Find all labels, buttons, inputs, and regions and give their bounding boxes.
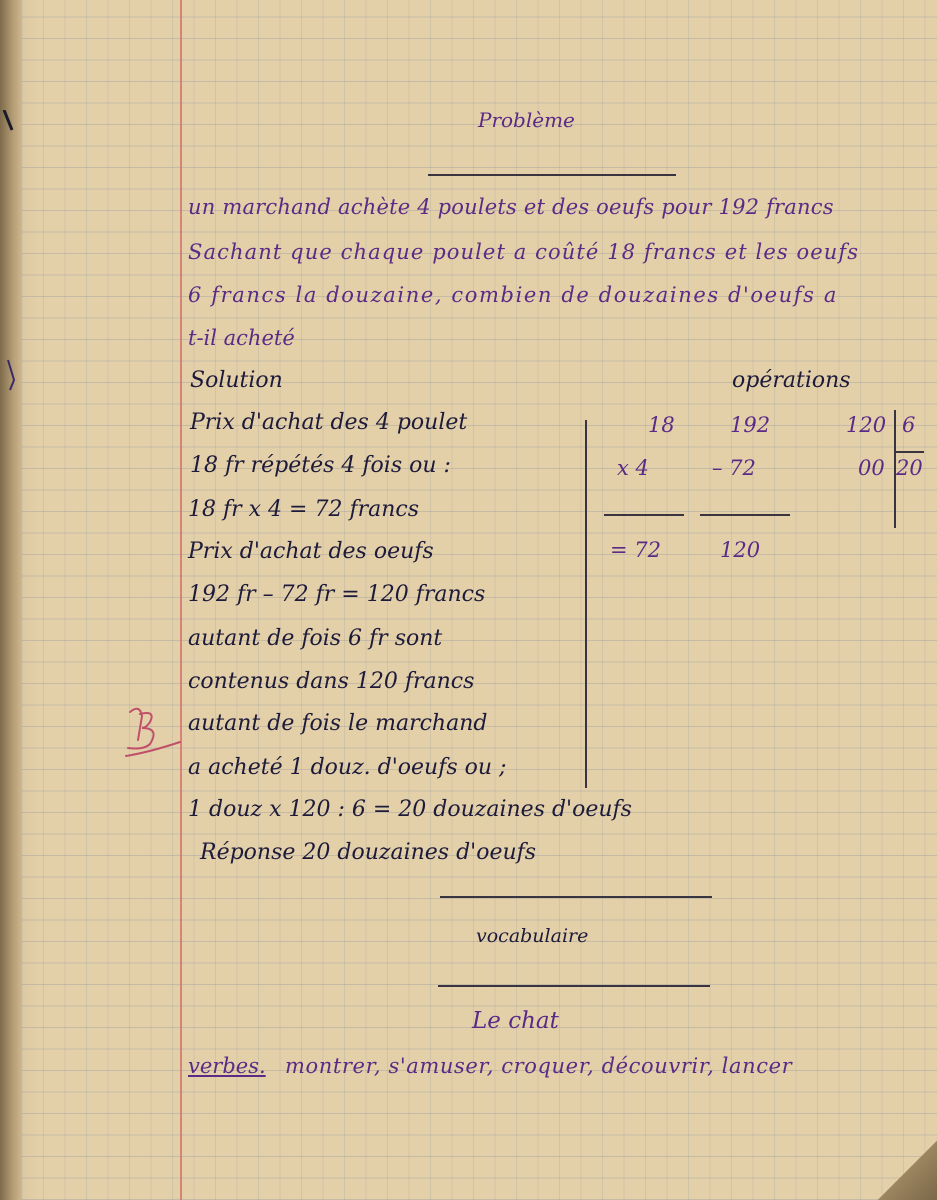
solution-line-8: autant de fois le marchand bbox=[188, 711, 488, 736]
solution-line-6: autant de fois 6 fr sont bbox=[188, 626, 443, 651]
problem-title-underline bbox=[428, 174, 676, 176]
vocabulary-subtitle: Le chat bbox=[472, 1008, 559, 1034]
problem-line-2: Sachant que chaque poulet a coûté 18 francs et les oeufs bbox=[188, 240, 860, 264]
mult-bottom: x 4 bbox=[617, 456, 649, 480]
div-divisor: 6 bbox=[902, 413, 916, 437]
teacher-grade-mark bbox=[120, 700, 190, 770]
mult-result: = 72 bbox=[610, 538, 661, 562]
solution-line-3: 18 fr x 4 = 72 francs bbox=[188, 497, 419, 522]
vocabulary-heading: vocabulaire bbox=[476, 925, 589, 947]
mult-rule bbox=[604, 514, 684, 516]
solution-line-10: 1 douz x 120 : 6 = 20 douzaines d'oeufs bbox=[188, 797, 632, 822]
problem-title: Problème bbox=[478, 108, 575, 132]
problem-line-1: un marchand achète 4 poulets et des oeufs pour 192 francs bbox=[188, 195, 834, 219]
div-remainder: 00 bbox=[858, 456, 885, 480]
answer-line: Réponse 20 douzaines d'oeufs bbox=[200, 840, 537, 865]
sub-top: 192 bbox=[730, 413, 771, 437]
operations-divider bbox=[585, 420, 587, 788]
vocabulary-top-rule bbox=[440, 896, 712, 898]
solution-line-1: Prix d'achat des 4 poulet bbox=[190, 410, 468, 435]
solution-line-2: 18 fr répétés 4 fois ou : bbox=[190, 453, 451, 478]
sub-rule bbox=[700, 514, 790, 516]
verbs-label: verbes. bbox=[188, 1054, 266, 1078]
page-corner-curl bbox=[877, 1140, 937, 1200]
red-margin-line bbox=[180, 0, 182, 1200]
problem-line-4: t-il acheté bbox=[188, 326, 295, 350]
solution-line-9: a acheté 1 douz. d'oeufs ou ; bbox=[188, 755, 507, 780]
solution-heading: Solution bbox=[190, 368, 283, 393]
verbs-list: montrer, s'amuser, croquer, découvrir, lancer bbox=[285, 1054, 793, 1078]
sub-result: 120 bbox=[720, 538, 761, 562]
mult-top: 18 bbox=[648, 413, 675, 437]
binding-stitch-marks bbox=[0, 110, 30, 1010]
solution-line-5: 192 fr – 72 fr = 120 francs bbox=[188, 582, 486, 607]
div-quotient: 20 bbox=[896, 456, 923, 480]
div-dividend: 120 bbox=[846, 413, 887, 437]
problem-line-3: 6 francs la douzaine, combien de douzaines d'oeufs a bbox=[188, 283, 838, 307]
sub-bottom: – 72 bbox=[712, 456, 756, 480]
vocabulary-bottom-rule bbox=[438, 985, 710, 987]
solution-line-7: contenus dans 120 francs bbox=[188, 669, 475, 694]
division-quotient-rule bbox=[894, 451, 924, 453]
solution-line-4: Prix d'achat des oeufs bbox=[188, 539, 434, 564]
operations-heading: opérations bbox=[732, 368, 851, 393]
